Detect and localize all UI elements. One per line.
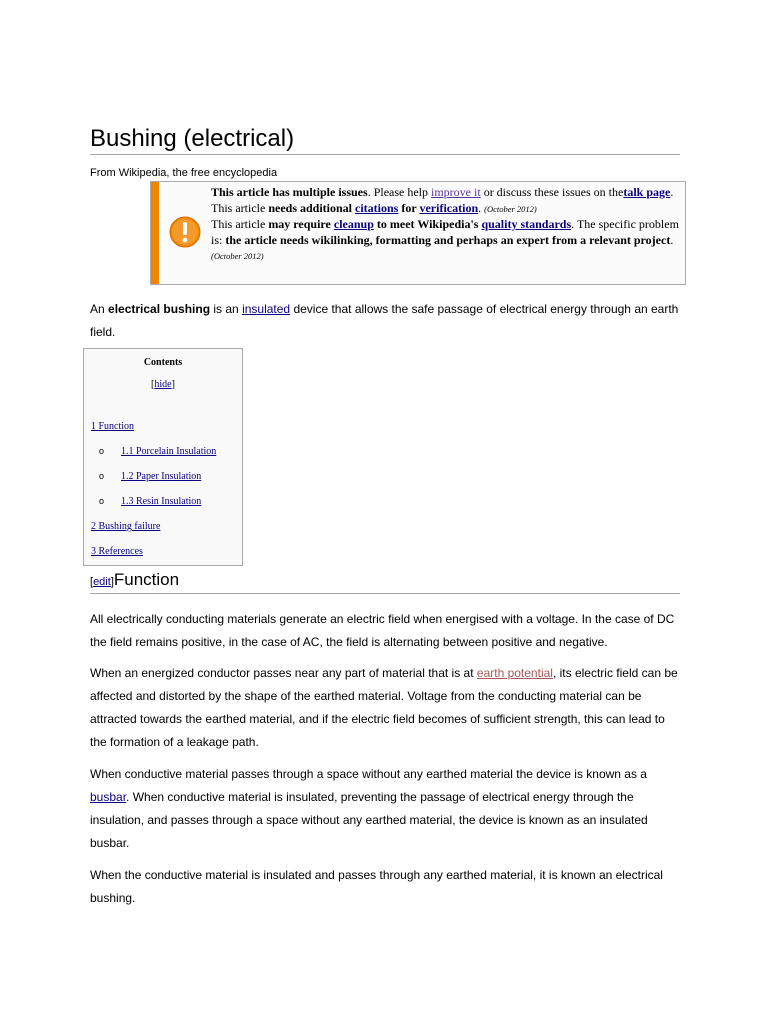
toc-item-paper-insulation[interactable]: 1.2 Paper Insulation	[121, 471, 202, 482]
section-heading-function	[90, 569, 179, 593]
issue-heading: This article has multiple issues	[211, 185, 368, 199]
function-paragraph-4: When the conductive material is insulated and passes through any earthed material, it is known an electrical bushing.	[90, 868, 663, 905]
page-title: Bushing (electrical)	[90, 125, 295, 152]
issue-text-fragment: .	[478, 200, 485, 215]
edit-bracket: ]	[110, 576, 114, 588]
cleanup-link[interactable]: cleanup	[333, 217, 374, 231]
issue-date: (October 2012)	[211, 251, 264, 261]
toc-bracket: [	[151, 379, 155, 390]
section-divider	[90, 593, 680, 594]
issue-text-fragment: .	[670, 232, 674, 247]
issue-text-fragment: This article	[211, 217, 269, 231]
earth-potential-link[interactable]: earth potential	[476, 666, 553, 680]
toc-title: Contents	[143, 357, 183, 368]
intro-text: device that allows the safe passage of electrical energy through an earth field.	[90, 302, 679, 339]
issue-text-fragment: . The specific problem is:	[211, 217, 679, 247]
toc-hide-link[interactable]: hide	[154, 379, 172, 390]
issue-text-fragment: to meet Wikipedia's	[373, 217, 482, 231]
section-heading-text: Function	[113, 570, 180, 589]
intro-text: An	[90, 302, 109, 316]
warning-icon	[169, 216, 201, 248]
toc-item-references[interactable]: 3 References	[91, 546, 143, 557]
issue-line-citations	[211, 201, 681, 218]
insulated-link[interactable]: insulated	[242, 302, 291, 316]
toc-item-porcelain-insulation[interactable]: 1.1 Porcelain Insulation	[121, 446, 217, 457]
toc-item-function[interactable]: 1 Function	[91, 421, 135, 432]
paragraph-text: When an energized conductor passes near any part of material that is at	[90, 666, 477, 680]
issue-text-fragment: may require	[268, 217, 334, 231]
issue-line-cleanup	[211, 217, 681, 265]
toc-hide-toggle	[84, 379, 242, 390]
talk-page-link[interactable]: talk page	[623, 185, 671, 199]
issue-text-fragment: This article	[211, 200, 269, 215]
toc-bullet: o	[99, 446, 105, 456]
paragraph-text: When conductive material passes through a space without any earthed material the device is known as a	[90, 767, 647, 781]
section-edit	[90, 576, 114, 588]
toc-bullet: o	[99, 496, 105, 506]
title-divider	[90, 154, 680, 155]
function-paragraph-3	[90, 763, 682, 855]
issue-text-fragment: needs additional	[268, 200, 356, 215]
issue-text-fragment: the article needs wikilinking, formatting and perhaps an expert from a relevant project	[225, 232, 671, 247]
edit-bracket: [	[90, 576, 94, 588]
paragraph-text: . When conductive material is insulated, preventing the passage of electrical energy through the insulation, and passes through a space without any earthed material, the device is known as an insulated busbar.	[90, 790, 648, 850]
issue-date: (October 2012)	[484, 203, 537, 214]
busbar-link[interactable]: busbar	[90, 790, 127, 804]
toc-bullet: o	[99, 471, 105, 481]
improve-it-link[interactable]: improve it	[431, 185, 481, 199]
intro-text: is an	[210, 302, 243, 316]
table-of-contents	[83, 348, 243, 566]
quality-standards-link[interactable]: quality standards	[481, 217, 572, 231]
toc-item-bushing-failure[interactable]: 2 Bushing failure	[91, 521, 161, 532]
intro-paragraph	[90, 298, 682, 344]
issue-text-fragment: .	[670, 185, 674, 199]
multiple-issues-box	[150, 181, 686, 285]
issue-text-fragment: for	[398, 200, 420, 215]
toc-bracket: ]	[171, 379, 175, 390]
issue-text-fragment: . Please help	[367, 185, 432, 199]
issue-text-fragment: or discuss these issues on the	[480, 185, 624, 199]
toc-item-resin-insulation[interactable]: 1.3 Resin Insulation	[121, 496, 202, 507]
issue-text	[211, 185, 681, 265]
tagline: From Wikipedia, the free encyclopedia	[90, 167, 278, 179]
verification-link[interactable]: verification	[419, 200, 479, 215]
function-paragraph-1: All electrically conducting materials generate an electric field when energised with a voltage. In the case of DC the field remains positive, in the case of AC, the field is alternating between positive and negative.	[90, 612, 675, 649]
intro-term: electrical bushing	[108, 302, 211, 316]
paragraph-text: , its electric field can be affected and distorted by the shape of the earthed material. Voltage from the conducting material can be attracted towards the earthed material, and if the electric field becomes of sufficient strength, this can lead to the formation of a leakage path.	[90, 666, 678, 749]
section-edit-link[interactable]: edit	[93, 576, 111, 588]
citations-link[interactable]: citations	[355, 200, 399, 215]
issue-accent-bar	[151, 182, 159, 284]
function-paragraph-2	[90, 662, 682, 754]
issue-line-main	[211, 185, 681, 201]
